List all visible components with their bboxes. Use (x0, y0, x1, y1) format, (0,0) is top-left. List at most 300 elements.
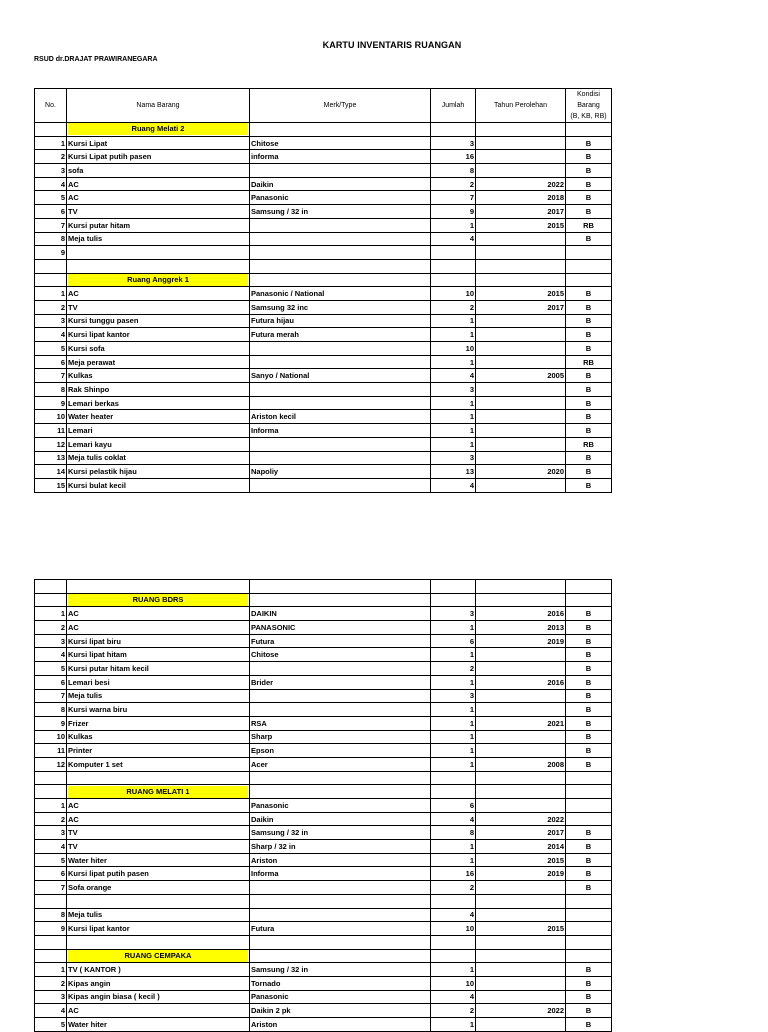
cell-no: 7 (35, 218, 67, 232)
header-kondisi-barang (566, 89, 612, 123)
cell-kondisi: B (566, 703, 612, 717)
cell-nama-barang: AC (67, 799, 250, 813)
cell-no: 2 (35, 621, 67, 635)
cell-tahun-perolehan (476, 246, 566, 260)
cell-jumlah: 10 (431, 976, 476, 990)
section-merk-cell (250, 273, 431, 287)
table-row (35, 355, 612, 369)
section-no-cell (35, 785, 67, 799)
cell-no: 7 (35, 689, 67, 703)
cell-nama-barang: Kursi putar hitam kecil (67, 662, 250, 676)
cell-kondisi: RB (566, 218, 612, 232)
cell-tahun-perolehan (476, 662, 566, 676)
cell-tahun-perolehan (476, 424, 566, 438)
section-no-cell (35, 273, 67, 287)
cell-tahun-perolehan: 2014 (476, 840, 566, 854)
cell-no: 2 (35, 976, 67, 990)
cell-merk-type (250, 383, 431, 397)
cell-nama-barang: Lemari (67, 424, 250, 438)
table-row (35, 607, 612, 621)
table-row (35, 451, 612, 465)
cell-merk-type: Informa (250, 867, 431, 881)
cell-merk-type: Acer (250, 757, 431, 771)
cell-tahun-perolehan: 2015 (476, 287, 566, 301)
table-row (35, 812, 612, 826)
cell-nama-barang (67, 580, 250, 594)
table-row (35, 205, 612, 219)
cell-merk-type (250, 881, 431, 895)
cell-merk-type: Tornado (250, 976, 431, 990)
cell-tahun-perolehan (476, 342, 566, 356)
cell-merk-type: Ariston (250, 853, 431, 867)
cell-no: 10 (35, 730, 67, 744)
inventory-table-2 (34, 579, 612, 1032)
cell-kondisi: B (566, 410, 612, 424)
table-row (35, 328, 612, 342)
cell-kondisi: B (566, 840, 612, 854)
cell-jumlah: 1 (431, 1018, 476, 1032)
cell-no: 3 (35, 314, 67, 328)
cell-merk-type (250, 580, 431, 594)
table-row (35, 478, 612, 492)
table-row (35, 300, 612, 314)
cell-no: 9 (35, 922, 67, 936)
table-row (35, 675, 612, 689)
cell-merk-type (250, 259, 431, 273)
table-row (35, 662, 612, 676)
section-jumlah-cell (431, 593, 476, 607)
table-row (35, 150, 612, 164)
header-tahun-perolehan: Tahun Perolehan (476, 89, 566, 123)
table-row (35, 191, 612, 205)
cell-kondisi: B (566, 205, 612, 219)
section-row (35, 949, 612, 963)
cell-nama-barang (67, 771, 250, 785)
table-row (35, 853, 612, 867)
cell-kondisi (566, 935, 612, 949)
section-tahun-cell (476, 949, 566, 963)
cell-kondisi: B (566, 689, 612, 703)
cell-nama-barang: Komputer 1 set (67, 757, 250, 771)
cell-jumlah: 4 (431, 369, 476, 383)
cell-kondisi (566, 259, 612, 273)
cell-merk-type: Sanyo / National (250, 369, 431, 383)
cell-kondisi: B (566, 976, 612, 990)
cell-merk-type: Chitose (250, 136, 431, 150)
cell-nama-barang (67, 894, 250, 908)
cell-kondisi: B (566, 451, 612, 465)
cell-nama-barang: Meja tulis (67, 908, 250, 922)
section-merk-cell (250, 949, 431, 963)
cell-kondisi: B (566, 621, 612, 635)
cell-nama-barang (67, 246, 250, 260)
table-row (35, 287, 612, 301)
cell-merk-type: Panasonic (250, 799, 431, 813)
section-kondisi-cell (566, 273, 612, 287)
cell-jumlah: 16 (431, 150, 476, 164)
cell-merk-type (250, 478, 431, 492)
cell-tahun-perolehan (476, 976, 566, 990)
cell-jumlah (431, 246, 476, 260)
cell-kondisi (566, 894, 612, 908)
cell-merk-type: informa (250, 150, 431, 164)
cell-no: 1 (35, 607, 67, 621)
cell-tahun-perolehan (476, 437, 566, 451)
section-kondisi-cell (566, 123, 612, 137)
table-row (35, 867, 612, 881)
table-row (35, 922, 612, 936)
cell-kondisi: B (566, 300, 612, 314)
cell-nama-barang: Kursi lipat kantor (67, 328, 250, 342)
cell-no: 8 (35, 232, 67, 246)
cell-jumlah: 2 (431, 662, 476, 676)
cell-merk-type: Futura (250, 634, 431, 648)
cell-merk-type: Brider (250, 675, 431, 689)
cell-merk-type: Informa (250, 424, 431, 438)
cell-tahun-perolehan (476, 164, 566, 178)
cell-jumlah: 8 (431, 826, 476, 840)
section-no-cell (35, 123, 67, 137)
cell-jumlah: 1 (431, 396, 476, 410)
cell-kondisi: B (566, 757, 612, 771)
cell-merk-type: Panasonic (250, 191, 431, 205)
cell-jumlah: 1 (431, 757, 476, 771)
table-row (35, 369, 612, 383)
cell-merk-type: RSA (250, 716, 431, 730)
cell-kondisi: B (566, 424, 612, 438)
cell-jumlah: 9 (431, 205, 476, 219)
cell-merk-type (250, 218, 431, 232)
table-body (35, 580, 612, 1032)
cell-jumlah (431, 771, 476, 785)
cell-tahun-perolehan (476, 410, 566, 424)
cell-tahun-perolehan: 2019 (476, 867, 566, 881)
cell-nama-barang: Kursi lipat biru (67, 634, 250, 648)
cell-merk-type: PANASONIC (250, 621, 431, 635)
cell-nama-barang: Kursi lipat hitam (67, 648, 250, 662)
cell-jumlah: 10 (431, 287, 476, 301)
section-no-cell (35, 593, 67, 607)
cell-nama-barang: Kursi putar hitam (67, 218, 250, 232)
table-row (35, 246, 612, 260)
cell-kondisi (566, 580, 612, 594)
cell-no (35, 771, 67, 785)
cell-jumlah: 1 (431, 703, 476, 717)
cell-merk-type (250, 908, 431, 922)
table-row (35, 136, 612, 150)
cell-nama-barang: Water hiter (67, 1018, 250, 1032)
cell-tahun-perolehan (476, 894, 566, 908)
cell-no: 4 (35, 177, 67, 191)
cell-merk-type: Epson (250, 744, 431, 758)
cell-no: 2 (35, 150, 67, 164)
section-no-cell (35, 949, 67, 963)
section-kondisi-cell (566, 593, 612, 607)
cell-no: 9 (35, 396, 67, 410)
cell-tahun-perolehan: 2015 (476, 853, 566, 867)
cell-jumlah: 4 (431, 812, 476, 826)
cell-jumlah: 2 (431, 881, 476, 895)
cell-kondisi: B (566, 150, 612, 164)
cell-nama-barang: Kursi lipat putih pasen (67, 867, 250, 881)
table-row (35, 744, 612, 758)
cell-no: 4 (35, 1004, 67, 1018)
table-row (35, 314, 612, 328)
cell-jumlah: 3 (431, 136, 476, 150)
table-row (35, 976, 612, 990)
cell-nama-barang: AC (67, 191, 250, 205)
cell-jumlah: 2 (431, 1004, 476, 1018)
cell-nama-barang: AC (67, 177, 250, 191)
table-row (35, 164, 612, 178)
cell-jumlah: 2 (431, 300, 476, 314)
cell-nama-barang: Meja tulis (67, 232, 250, 246)
table-row (35, 799, 612, 813)
cell-merk-type (250, 771, 431, 785)
cell-jumlah: 1 (431, 744, 476, 758)
cell-kondisi: B (566, 383, 612, 397)
cell-tahun-perolehan (476, 396, 566, 410)
cell-nama-barang: Water heater (67, 410, 250, 424)
cell-no: 3 (35, 990, 67, 1004)
organization-name: RSUD dr.DRAJAT PRAWIRANEGARA (34, 56, 158, 63)
header-nama-barang: Nama Barang (67, 89, 250, 123)
cell-no: 1 (35, 287, 67, 301)
section-jumlah-cell (431, 785, 476, 799)
cell-tahun-perolehan: 2022 (476, 177, 566, 191)
cell-jumlah: 6 (431, 799, 476, 813)
cell-tahun-perolehan (476, 744, 566, 758)
cell-merk-type: Futura (250, 922, 431, 936)
cell-tahun-perolehan (476, 881, 566, 895)
cell-no: 3 (35, 164, 67, 178)
section-merk-cell (250, 593, 431, 607)
cell-nama-barang: Rak Shinpo (67, 383, 250, 397)
section-row (35, 273, 612, 287)
cell-no: 9 (35, 716, 67, 730)
cell-no: 5 (35, 1018, 67, 1032)
cell-kondisi: B (566, 853, 612, 867)
cell-nama-barang: Lemari besi (67, 675, 250, 689)
cell-tahun-perolehan (476, 908, 566, 922)
table-row (35, 908, 612, 922)
cell-nama-barang: TV (67, 826, 250, 840)
cell-no: 1 (35, 963, 67, 977)
cell-tahun-perolehan (476, 689, 566, 703)
cell-kondisi: B (566, 881, 612, 895)
cell-merk-type: Samsung 32 inc (250, 300, 431, 314)
cell-kondisi: B (566, 177, 612, 191)
cell-kondisi: B (566, 607, 612, 621)
cell-nama-barang: AC (67, 621, 250, 635)
cell-jumlah: 4 (431, 478, 476, 492)
cell-tahun-perolehan: 2015 (476, 218, 566, 232)
cell-tahun-perolehan (476, 314, 566, 328)
cell-tahun-perolehan (476, 150, 566, 164)
cell-tahun-perolehan (476, 771, 566, 785)
cell-nama-barang: TV (67, 300, 250, 314)
cell-jumlah: 1 (431, 648, 476, 662)
cell-merk-type (250, 396, 431, 410)
table-row (35, 383, 612, 397)
cell-merk-type: Napoliy (250, 465, 431, 479)
cell-kondisi: B (566, 396, 612, 410)
cell-no: 1 (35, 799, 67, 813)
cell-no: 11 (35, 424, 67, 438)
cell-no: 8 (35, 908, 67, 922)
cell-kondisi: B (566, 730, 612, 744)
section-jumlah-cell (431, 273, 476, 287)
cell-nama-barang: AC (67, 607, 250, 621)
cell-tahun-perolehan (476, 990, 566, 1004)
cell-tahun-perolehan (476, 328, 566, 342)
cell-merk-type (250, 689, 431, 703)
cell-nama-barang (67, 259, 250, 273)
cell-nama-barang: sofa (67, 164, 250, 178)
cell-no: 3 (35, 826, 67, 840)
section-kondisi-cell (566, 785, 612, 799)
cell-nama-barang: Water hiter (67, 853, 250, 867)
cell-merk-type: Futura hijau (250, 314, 431, 328)
cell-kondisi: B (566, 1004, 612, 1018)
cell-tahun-perolehan (476, 451, 566, 465)
table-row (35, 716, 612, 730)
cell-jumlah: 8 (431, 164, 476, 178)
cell-no: 14 (35, 465, 67, 479)
cell-nama-barang: Meja tulis coklat (67, 451, 250, 465)
section-title: RUANG BDRS (68, 594, 248, 606)
table-header-row (35, 89, 612, 123)
cell-no: 13 (35, 451, 67, 465)
cell-jumlah: 16 (431, 867, 476, 881)
cell-tahun-perolehan (476, 935, 566, 949)
header-kondisi-line2: Barang (577, 102, 600, 109)
cell-kondisi: B (566, 369, 612, 383)
cell-jumlah: 4 (431, 990, 476, 1004)
cell-merk-type (250, 894, 431, 908)
cell-no: 5 (35, 662, 67, 676)
section-tahun-cell (476, 593, 566, 607)
cell-kondisi: B (566, 744, 612, 758)
table-row (35, 894, 612, 908)
cell-no (35, 580, 67, 594)
cell-tahun-perolehan (476, 580, 566, 594)
cell-kondisi: B (566, 1018, 612, 1032)
section-tahun-cell (476, 123, 566, 137)
cell-jumlah: 1 (431, 675, 476, 689)
cell-nama-barang: Kulkas (67, 369, 250, 383)
cell-no: 6 (35, 355, 67, 369)
cell-nama-barang: Frizer (67, 716, 250, 730)
cell-nama-barang: AC (67, 287, 250, 301)
cell-tahun-perolehan: 2021 (476, 716, 566, 730)
cell-no (35, 259, 67, 273)
cell-merk-type: Sharp / 32 in (250, 840, 431, 854)
cell-no: 6 (35, 867, 67, 881)
table-row (35, 689, 612, 703)
cell-jumlah (431, 580, 476, 594)
cell-merk-type (250, 437, 431, 451)
section-row (35, 593, 612, 607)
cell-tahun-perolehan (476, 648, 566, 662)
cell-kondisi: B (566, 963, 612, 977)
cell-no: 12 (35, 437, 67, 451)
cell-no: 4 (35, 840, 67, 854)
section-merk-cell (250, 123, 431, 137)
cell-nama-barang: Meja tulis (67, 689, 250, 703)
cell-kondisi: B (566, 465, 612, 479)
cell-no: 9 (35, 246, 67, 260)
cell-merk-type: Panasonic / National (250, 287, 431, 301)
table-row (35, 1018, 612, 1032)
cell-merk-type: Panasonic (250, 990, 431, 1004)
table-row (35, 648, 612, 662)
table-row (35, 424, 612, 438)
cell-nama-barang: Kursi lipat kantor (67, 922, 250, 936)
table-row (35, 621, 612, 635)
table-row (35, 826, 612, 840)
cell-merk-type: Daikin 2 pk (250, 1004, 431, 1018)
cell-jumlah: 3 (431, 607, 476, 621)
table-row (35, 935, 612, 949)
cell-kondisi: RB (566, 355, 612, 369)
cell-kondisi: B (566, 990, 612, 1004)
cell-nama-barang: AC (67, 812, 250, 826)
cell-no: 10 (35, 410, 67, 424)
cell-tahun-perolehan (476, 1018, 566, 1032)
section-kondisi-cell (566, 949, 612, 963)
cell-kondisi (566, 246, 612, 260)
cell-nama-barang: Kursi tunggu pasen (67, 314, 250, 328)
cell-no: 8 (35, 383, 67, 397)
cell-nama-barang: AC (67, 1004, 250, 1018)
table-row (35, 580, 612, 594)
cell-tahun-perolehan (476, 478, 566, 492)
table-row (35, 730, 612, 744)
table-row (35, 990, 612, 1004)
inventory-table-1 (34, 88, 612, 493)
cell-no: 15 (35, 478, 67, 492)
cell-merk-type (250, 355, 431, 369)
cell-merk-type (250, 451, 431, 465)
cell-tahun-perolehan: 2016 (476, 607, 566, 621)
section-jumlah-cell (431, 123, 476, 137)
cell-kondisi: B (566, 328, 612, 342)
table-row (35, 259, 612, 273)
cell-kondisi: B (566, 716, 612, 730)
cell-tahun-perolehan (476, 355, 566, 369)
table-row (35, 634, 612, 648)
cell-merk-type: Daikin (250, 177, 431, 191)
cell-kondisi: B (566, 314, 612, 328)
table-row (35, 232, 612, 246)
cell-merk-type: Chitose (250, 648, 431, 662)
cell-no: 5 (35, 853, 67, 867)
cell-kondisi: B (566, 342, 612, 356)
cell-jumlah: 1 (431, 424, 476, 438)
cell-nama-barang: Kursi bulat kecil (67, 478, 250, 492)
cell-merk-type: Futura merah (250, 328, 431, 342)
cell-no: 4 (35, 648, 67, 662)
cell-tahun-perolehan: 2019 (476, 634, 566, 648)
cell-kondisi (566, 771, 612, 785)
cell-nama-barang: Lemari kayu (67, 437, 250, 451)
cell-no: 5 (35, 191, 67, 205)
section-title-cell (67, 949, 250, 963)
cell-jumlah: 13 (431, 465, 476, 479)
cell-kondisi: B (566, 867, 612, 881)
cell-no (35, 935, 67, 949)
